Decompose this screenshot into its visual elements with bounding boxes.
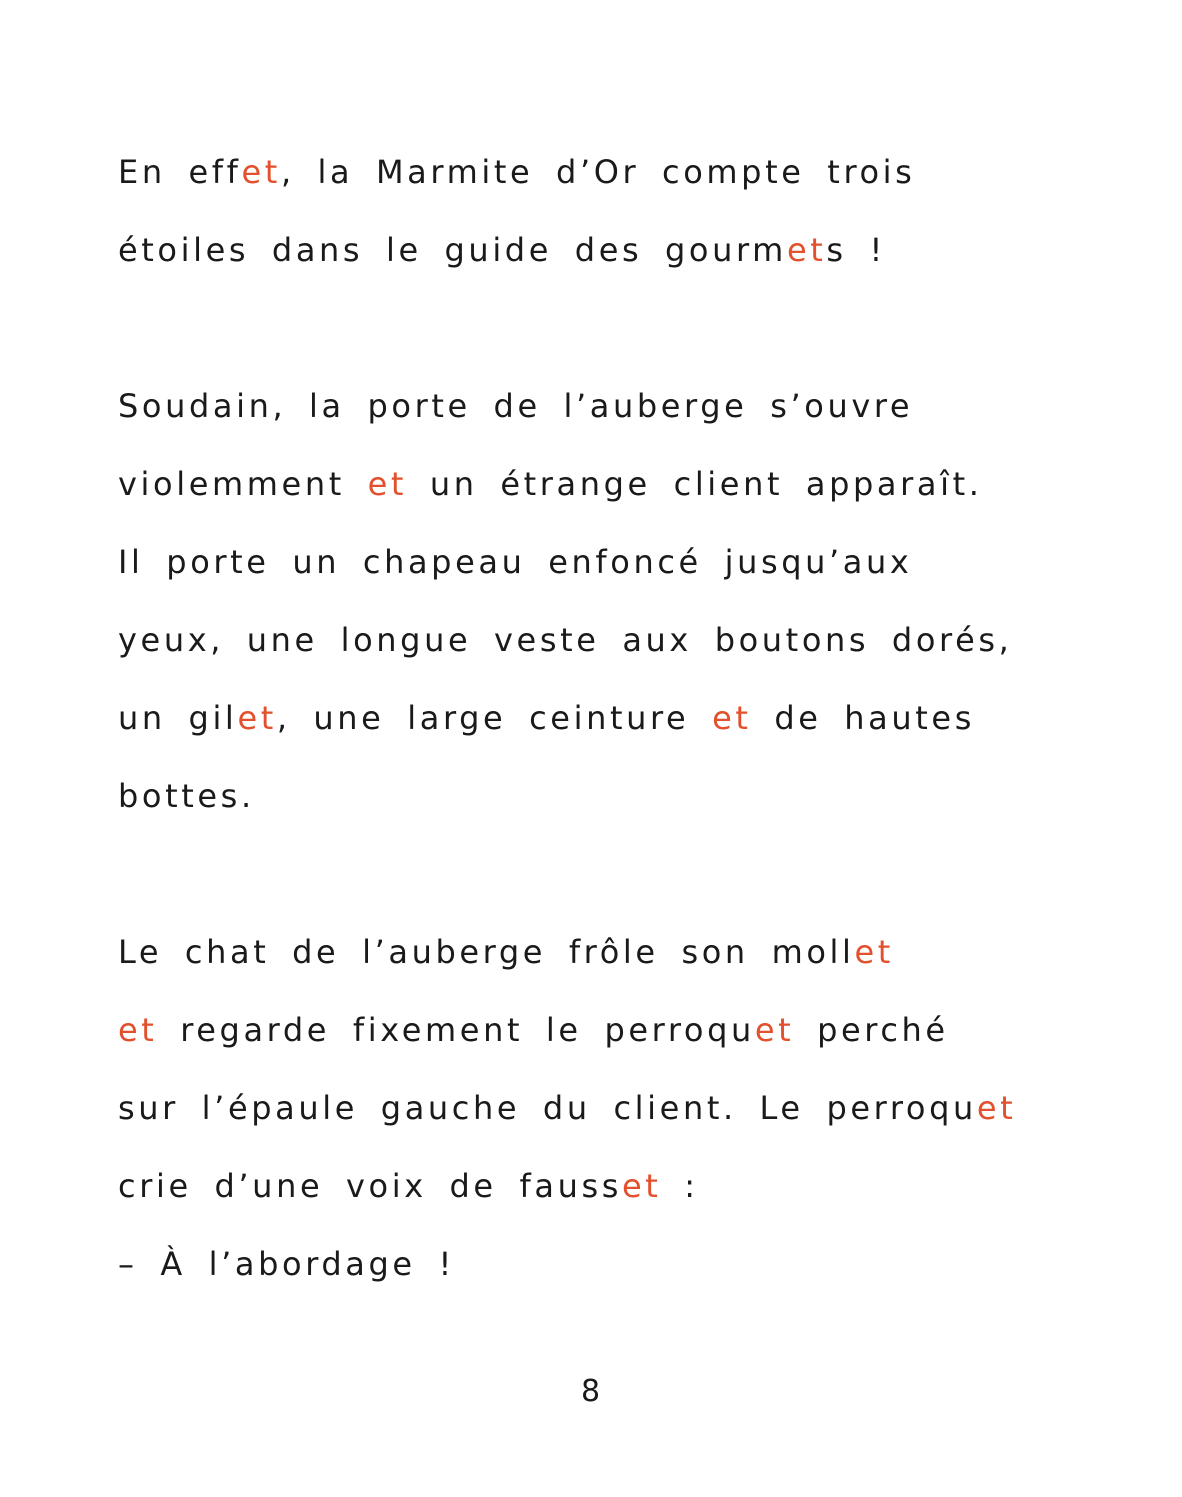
text-segment: Soudain, la porte de l’auberge s’ouvre — [118, 387, 914, 425]
text-segment: sur l’épaule gauche du client. Le perroqu — [118, 1089, 977, 1127]
page-number: 8 — [580, 1374, 602, 1409]
text-segment: regarde fixement le perroqu — [157, 1011, 755, 1049]
text-segment: – À l’abordage ! — [118, 1245, 455, 1283]
text-segment: violemment — [118, 465, 368, 503]
highlighted-et: et — [241, 153, 281, 191]
text-segment: yeux, une longue veste aux boutons dorés, — [118, 621, 1013, 659]
text-line — [118, 211, 1118, 289]
text-line — [118, 1069, 1118, 1147]
paragraph-1 — [118, 133, 1118, 289]
text-segment: crie d’une voix de fauss — [118, 1167, 622, 1205]
text-line — [118, 601, 1118, 679]
highlighted-et: et — [754, 1011, 795, 1049]
text-line — [118, 679, 1118, 757]
paragraph-2 — [118, 367, 1118, 835]
text-line — [118, 1147, 1118, 1225]
highlighted-et: et — [622, 1167, 662, 1205]
paragraph-3 — [118, 913, 1118, 1303]
highlighted-et: et — [712, 699, 752, 737]
text-segment: Le chat de l’auberge frôle son moll — [118, 933, 855, 971]
text-line — [118, 523, 1118, 601]
highlighted-et: et — [367, 465, 408, 503]
text-segment: un gil — [118, 699, 238, 737]
text-segment: étoiles dans le guide des gourm — [118, 231, 787, 269]
text-segment: Il porte un chapeau enfoncé jusqu’aux — [118, 543, 913, 581]
text-segment: : — [661, 1167, 699, 1205]
text-line — [118, 445, 1118, 523]
highlighted-et: et — [118, 1011, 158, 1049]
text-line — [118, 133, 1118, 211]
text-segment: , la Marmite d’Or compte trois — [280, 153, 916, 191]
highlighted-et: et — [976, 1089, 1017, 1127]
text-segment: perché — [794, 1011, 949, 1049]
highlighted-et: et — [237, 699, 277, 737]
highlighted-et: et — [786, 231, 827, 269]
text-segment: En eff — [118, 153, 242, 191]
text-segment: s ! — [826, 231, 886, 269]
text-segment: de hautes — [751, 699, 975, 737]
text-line — [118, 991, 1118, 1069]
text-line — [118, 757, 1118, 835]
highlighted-et: et — [854, 933, 894, 971]
text-line — [118, 1225, 1118, 1303]
text-line — [118, 913, 1118, 991]
text-line — [118, 367, 1118, 445]
text-segment: bottes. — [118, 777, 255, 815]
text-segment: un étrange client apparaît. — [407, 465, 983, 503]
text-segment: , une large ceinture — [276, 699, 713, 737]
